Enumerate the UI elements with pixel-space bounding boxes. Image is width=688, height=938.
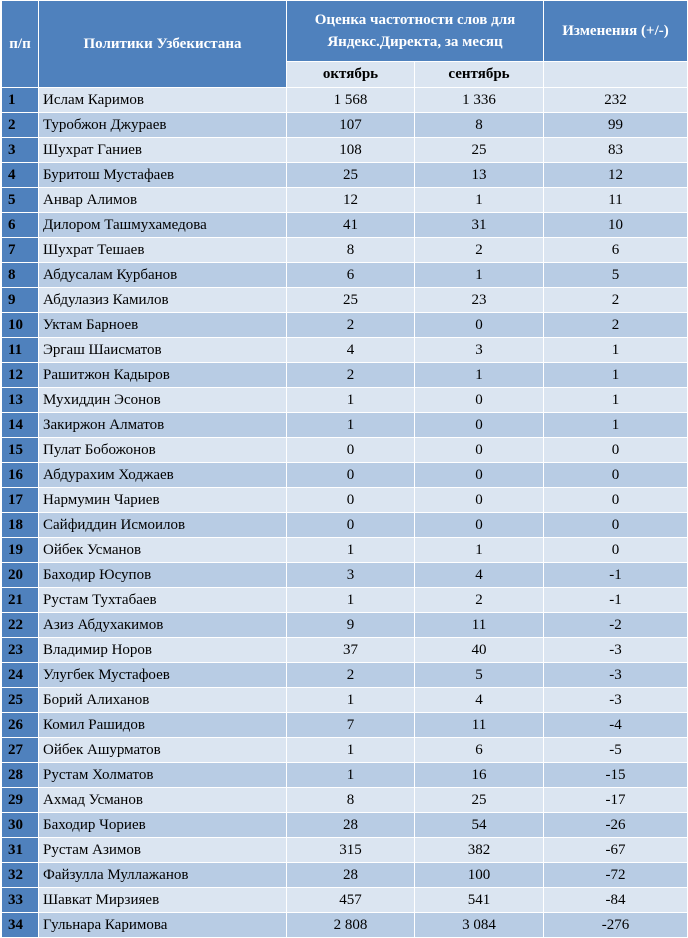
table-row — [2, 163, 688, 188]
politician-name: Туробжон Джураев — [39, 113, 287, 138]
header-change: Изменения (+/-) — [544, 1, 688, 62]
september-value: 11 — [415, 713, 544, 738]
september-value: 11 — [415, 613, 544, 638]
row-number: 4 — [2, 163, 39, 188]
row-number: 21 — [2, 588, 39, 613]
row-number: 3 — [2, 138, 39, 163]
row-number: 34 — [2, 913, 39, 938]
header-row-number: п/п — [2, 1, 39, 88]
table-row — [2, 263, 688, 288]
table-row — [2, 913, 688, 938]
row-number: 15 — [2, 438, 39, 463]
politician-name: Комил Рашидов — [39, 713, 287, 738]
october-value: 2 808 — [287, 913, 415, 938]
september-value: 16 — [415, 763, 544, 788]
change-value: -84 — [544, 888, 688, 913]
september-value: 0 — [415, 313, 544, 338]
row-number: 32 — [2, 863, 39, 888]
change-value: -72 — [544, 863, 688, 888]
table-row — [2, 463, 688, 488]
october-value: 37 — [287, 638, 415, 663]
october-value: 107 — [287, 113, 415, 138]
change-value: -17 — [544, 788, 688, 813]
change-value: -15 — [544, 763, 688, 788]
row-number: 13 — [2, 388, 39, 413]
september-value: 2 — [415, 588, 544, 613]
row-number: 19 — [2, 538, 39, 563]
september-value: 2 — [415, 238, 544, 263]
table-row — [2, 388, 688, 413]
row-number: 2 — [2, 113, 39, 138]
september-value: 40 — [415, 638, 544, 663]
change-value: -3 — [544, 638, 688, 663]
row-number: 18 — [2, 513, 39, 538]
october-value: 1 — [287, 588, 415, 613]
september-value: 1 — [415, 263, 544, 288]
change-value: 0 — [544, 513, 688, 538]
table-row — [2, 363, 688, 388]
september-value: 4 — [415, 563, 544, 588]
october-value: 25 — [287, 163, 415, 188]
table-row — [2, 638, 688, 663]
september-value: 1 336 — [415, 88, 544, 113]
row-number: 14 — [2, 413, 39, 438]
change-value: -276 — [544, 913, 688, 938]
politician-name: Уктам Барноев — [39, 313, 287, 338]
october-value: 8 — [287, 788, 415, 813]
header-october: октябрь — [287, 62, 415, 88]
september-value: 0 — [415, 513, 544, 538]
october-value: 0 — [287, 488, 415, 513]
header-politicians: Политики Узбекистана — [39, 1, 287, 88]
politician-name: Пулат Бобожонов — [39, 438, 287, 463]
october-value: 1 — [287, 388, 415, 413]
october-value: 2 — [287, 363, 415, 388]
politician-name: Буритош Мустафаев — [39, 163, 287, 188]
change-value: 6 — [544, 238, 688, 263]
table-row — [2, 538, 688, 563]
header-frequency: Оценка частотности слов для Яндекс.Директа, за месяц — [287, 1, 544, 62]
row-number: 17 — [2, 488, 39, 513]
politician-name: Ойбек Ашурматов — [39, 738, 287, 763]
september-value: 0 — [415, 488, 544, 513]
september-value: 5 — [415, 663, 544, 688]
table-row — [2, 188, 688, 213]
change-value: -2 — [544, 613, 688, 638]
table-row — [2, 588, 688, 613]
row-number: 24 — [2, 663, 39, 688]
table-row — [2, 338, 688, 363]
october-value: 0 — [287, 438, 415, 463]
change-value: 1 — [544, 388, 688, 413]
change-value: -3 — [544, 663, 688, 688]
politician-name: Абдулазиз Камилов — [39, 288, 287, 313]
table-row — [2, 713, 688, 738]
table-row — [2, 613, 688, 638]
politician-name: Рашитжон Кадыров — [39, 363, 287, 388]
change-value: 1 — [544, 338, 688, 363]
change-value: 2 — [544, 288, 688, 313]
october-value: 0 — [287, 463, 415, 488]
politician-name: Шавкат Мирзияев — [39, 888, 287, 913]
row-number: 10 — [2, 313, 39, 338]
change-value: 0 — [544, 488, 688, 513]
row-number: 28 — [2, 763, 39, 788]
october-value: 3 — [287, 563, 415, 588]
september-value: 6 — [415, 738, 544, 763]
table-row — [2, 888, 688, 913]
politician-name: Шухрат Тешаев — [39, 238, 287, 263]
table-header — [2, 1, 688, 88]
row-number: 8 — [2, 263, 39, 288]
politician-name: Баходир Чориев — [39, 813, 287, 838]
politician-name: Нармумин Чариев — [39, 488, 287, 513]
october-value: 2 — [287, 313, 415, 338]
table-row — [2, 863, 688, 888]
october-value: 2 — [287, 663, 415, 688]
row-number: 11 — [2, 338, 39, 363]
september-value: 4 — [415, 688, 544, 713]
table-row — [2, 113, 688, 138]
change-value: 2 — [544, 313, 688, 338]
table-row — [2, 788, 688, 813]
header-september: сентябрь — [415, 62, 544, 88]
october-value: 1 — [287, 688, 415, 713]
politician-name: Рустам Холматов — [39, 763, 287, 788]
september-value: 1 — [415, 538, 544, 563]
politician-name: Анвар Алимов — [39, 188, 287, 213]
october-value: 28 — [287, 813, 415, 838]
politician-name: Гульнара Каримова — [39, 913, 287, 938]
september-value: 0 — [415, 413, 544, 438]
september-value: 100 — [415, 863, 544, 888]
politician-name: Абдусалам Курбанов — [39, 263, 287, 288]
change-value: -3 — [544, 688, 688, 713]
september-value: 1 — [415, 363, 544, 388]
politician-name: Мухиддин Эсонов — [39, 388, 287, 413]
politician-name: Владимир Норов — [39, 638, 287, 663]
change-value: 232 — [544, 88, 688, 113]
october-value: 1 — [287, 538, 415, 563]
change-value: 5 — [544, 263, 688, 288]
september-value: 25 — [415, 138, 544, 163]
september-value: 0 — [415, 463, 544, 488]
table-row — [2, 738, 688, 763]
politician-name: Борий Алиханов — [39, 688, 287, 713]
row-number: 9 — [2, 288, 39, 313]
row-number: 26 — [2, 713, 39, 738]
september-value: 31 — [415, 213, 544, 238]
change-value: 10 — [544, 213, 688, 238]
october-value: 108 — [287, 138, 415, 163]
table-row — [2, 688, 688, 713]
table-row — [2, 238, 688, 263]
politician-name: Азиз Абдухакимов — [39, 613, 287, 638]
table-row — [2, 663, 688, 688]
table-row — [2, 438, 688, 463]
change-value: -26 — [544, 813, 688, 838]
october-value: 1 — [287, 413, 415, 438]
change-value: -5 — [544, 738, 688, 763]
change-value: -1 — [544, 588, 688, 613]
change-value: -1 — [544, 563, 688, 588]
october-value: 7 — [287, 713, 415, 738]
table-row — [2, 488, 688, 513]
table-row — [2, 88, 688, 113]
october-value: 315 — [287, 838, 415, 863]
table-row — [2, 138, 688, 163]
politician-name: Ойбек Усманов — [39, 538, 287, 563]
september-value: 8 — [415, 113, 544, 138]
row-number: 7 — [2, 238, 39, 263]
table-row — [2, 288, 688, 313]
september-value: 382 — [415, 838, 544, 863]
header-change-blank — [544, 62, 688, 88]
october-value: 41 — [287, 213, 415, 238]
table-row — [2, 838, 688, 863]
change-value: 1 — [544, 363, 688, 388]
table-row — [2, 763, 688, 788]
politician-name: Шухрат Ганиев — [39, 138, 287, 163]
change-value: 83 — [544, 138, 688, 163]
row-number: 27 — [2, 738, 39, 763]
politician-name: Дилором Ташмухамедова — [39, 213, 287, 238]
row-number: 33 — [2, 888, 39, 913]
politician-name: Рустам Тухтабаев — [39, 588, 287, 613]
table-row — [2, 413, 688, 438]
change-value: -67 — [544, 838, 688, 863]
october-value: 9 — [287, 613, 415, 638]
table-row — [2, 813, 688, 838]
september-value: 0 — [415, 438, 544, 463]
change-value: 0 — [544, 463, 688, 488]
october-value: 1 — [287, 738, 415, 763]
change-value: 11 — [544, 188, 688, 213]
row-number: 6 — [2, 213, 39, 238]
october-value: 8 — [287, 238, 415, 263]
october-value: 0 — [287, 513, 415, 538]
change-value: 12 — [544, 163, 688, 188]
row-number: 31 — [2, 838, 39, 863]
october-value: 25 — [287, 288, 415, 313]
row-number: 22 — [2, 613, 39, 638]
row-number: 23 — [2, 638, 39, 663]
september-value: 25 — [415, 788, 544, 813]
politician-name: Баходир Юсупов — [39, 563, 287, 588]
september-value: 3 — [415, 338, 544, 363]
october-value: 6 — [287, 263, 415, 288]
september-value: 1 — [415, 188, 544, 213]
table-row — [2, 213, 688, 238]
row-number: 5 — [2, 188, 39, 213]
politician-name: Закиржон Алматов — [39, 413, 287, 438]
politician-name: Сайфиддин Исмоилов — [39, 513, 287, 538]
october-value: 1 — [287, 763, 415, 788]
september-value: 13 — [415, 163, 544, 188]
table-row — [2, 513, 688, 538]
row-number: 30 — [2, 813, 39, 838]
politician-name: Рустам Азимов — [39, 838, 287, 863]
change-value: -4 — [544, 713, 688, 738]
row-number: 16 — [2, 463, 39, 488]
table-body — [2, 88, 688, 938]
september-value: 54 — [415, 813, 544, 838]
politician-name: Эргаш Шаисматов — [39, 338, 287, 363]
politician-name: Улугбек Мустафоев — [39, 663, 287, 688]
september-value: 23 — [415, 288, 544, 313]
row-number: 29 — [2, 788, 39, 813]
row-number: 25 — [2, 688, 39, 713]
row-number: 12 — [2, 363, 39, 388]
october-value: 12 — [287, 188, 415, 213]
september-value: 541 — [415, 888, 544, 913]
politicians-frequency-table — [1, 0, 688, 938]
row-number: 20 — [2, 563, 39, 588]
change-value: 1 — [544, 413, 688, 438]
september-value: 3 084 — [415, 913, 544, 938]
october-value: 1 568 — [287, 88, 415, 113]
politician-name: Ислам Каримов — [39, 88, 287, 113]
change-value: 99 — [544, 113, 688, 138]
politician-name: Абдурахим Ходжаев — [39, 463, 287, 488]
politician-name: Ахмад Усманов — [39, 788, 287, 813]
politician-name: Файзулла Муллажанов — [39, 863, 287, 888]
row-number: 1 — [2, 88, 39, 113]
september-value: 0 — [415, 388, 544, 413]
table-row — [2, 563, 688, 588]
change-value: 0 — [544, 538, 688, 563]
change-value: 0 — [544, 438, 688, 463]
october-value: 457 — [287, 888, 415, 913]
table-row — [2, 313, 688, 338]
october-value: 4 — [287, 338, 415, 363]
october-value: 28 — [287, 863, 415, 888]
